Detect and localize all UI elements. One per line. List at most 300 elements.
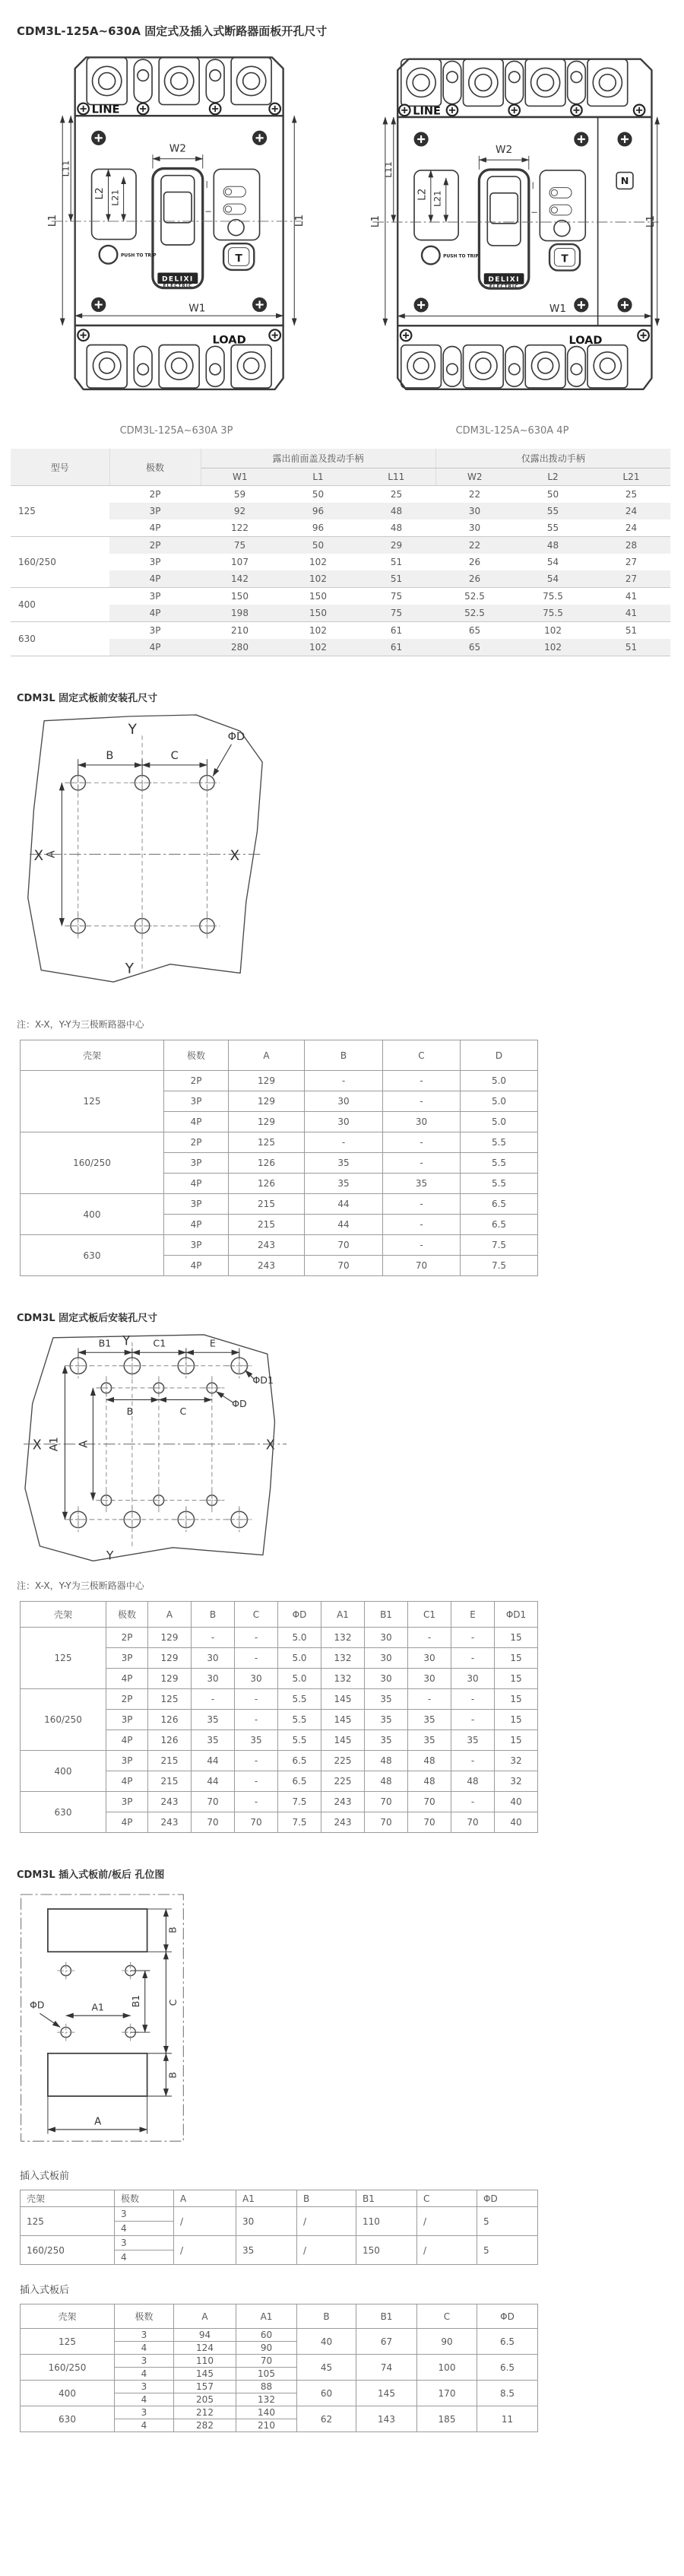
cell: 5.5 — [278, 1710, 321, 1730]
cell: 5.5 — [278, 1730, 321, 1751]
cell: 7.5 — [461, 1235, 538, 1256]
frame-cell: 125 — [21, 2329, 115, 2355]
cell: 132 — [321, 1628, 365, 1648]
cell: 125 — [148, 1689, 192, 1710]
load-terminal-block — [397, 326, 651, 389]
cell: 26 — [468, 557, 481, 567]
cell: 60 — [236, 2329, 297, 2342]
cell: - — [235, 1648, 278, 1669]
test-button — [549, 244, 580, 271]
cell: 61 — [357, 639, 435, 656]
col-group-exposed-cover: 露出前面盖及拨动手柄 — [201, 449, 435, 469]
cell: 3 — [115, 2355, 174, 2368]
cell: 140 — [236, 2406, 297, 2419]
table-header-row — [11, 449, 670, 469]
col-header: C — [417, 2190, 477, 2207]
cell: - — [383, 1235, 461, 1256]
cell: 4P — [149, 523, 161, 533]
col-header: C — [417, 2304, 477, 2329]
front-mount-hole-diagram — [19, 713, 270, 1008]
plug-in-front-label: 插入式板前 — [20, 2171, 70, 2182]
line-label: LINE — [413, 105, 441, 118]
cell: - — [451, 1628, 495, 1648]
cell: 8.5 — [477, 2381, 538, 2406]
brand-sub: ELECTRIC — [489, 284, 519, 290]
cell: 7.5 — [278, 1792, 321, 1812]
axis-label-y-bottom: Y — [106, 1548, 114, 1563]
cell: 50 — [279, 537, 357, 554]
axis-label-x-left: X — [33, 848, 44, 865]
cell: 4 — [115, 2368, 174, 2381]
cell: 150 — [356, 2236, 417, 2265]
cell: / — [297, 2207, 356, 2236]
screw-icon — [447, 105, 458, 116]
screw-icon — [618, 298, 632, 312]
breaker-drawings — [47, 45, 684, 437]
col-header: D — [461, 1040, 538, 1071]
cell: 145 — [356, 2381, 417, 2406]
cell: 125 — [229, 1132, 305, 1153]
toggle-switch — [479, 170, 537, 288]
screw-icon — [269, 103, 280, 115]
cell: 102 — [279, 570, 357, 588]
cell: 15 — [495, 1628, 538, 1648]
cell: 142 — [201, 570, 279, 588]
cell: 3P — [149, 557, 161, 567]
screw-icon — [92, 297, 106, 311]
table-row — [21, 2329, 538, 2342]
col-header: 壳架 — [21, 2190, 115, 2207]
cell: 126 — [148, 1710, 192, 1730]
cell: 225 — [321, 1771, 365, 1792]
table-row — [11, 639, 670, 656]
cell: 30 — [365, 1669, 408, 1689]
cell: 3 — [115, 2406, 174, 2419]
cell: 4P — [106, 1730, 148, 1751]
top-slot — [48, 1909, 147, 1952]
push-to-trip-label: PUSH TO TRIP — [120, 253, 157, 259]
dim-c: C — [166, 1999, 179, 2006]
col-header: A — [148, 1602, 192, 1628]
cell: 54 — [514, 570, 592, 588]
cell: 215 — [148, 1771, 192, 1792]
cell: 215 — [148, 1751, 192, 1771]
cell: - — [451, 1751, 495, 1771]
col-header-poles: 极数 — [109, 449, 201, 486]
col-group-handle-only: 仅露出拨动手柄 — [435, 449, 670, 469]
cell: 5.5 — [278, 1689, 321, 1710]
col-header: ΦD — [278, 1602, 321, 1628]
table-row — [21, 1751, 538, 1771]
cell: 30 — [451, 1669, 495, 1689]
frame-cell: 125 — [21, 1071, 164, 1132]
col-header: L21 — [592, 469, 670, 486]
dim-l1-right: L1 — [293, 214, 306, 227]
dim-a: A — [44, 850, 58, 859]
screw-icon — [575, 132, 588, 146]
cell: 126 — [229, 1174, 305, 1194]
table-row — [21, 2207, 538, 2222]
cell: 5.5 — [461, 1174, 538, 1194]
cell: 55 — [546, 523, 559, 533]
section-title-rear-mount: CDM3L 固定式板后安装孔尺寸 — [17, 1313, 158, 1324]
dim-b-top: B — [166, 1926, 179, 1933]
plug-hole — [57, 2024, 74, 2041]
section-title-plug-in: CDM3L 插入式板前/板后 孔位图 — [17, 1869, 165, 1881]
cell: - — [235, 1751, 278, 1771]
cell: 3P — [164, 1153, 229, 1174]
cell: 3P — [164, 1091, 229, 1112]
frame-cell: 160/250 — [21, 2355, 115, 2381]
col-header: C1 — [408, 1602, 451, 1628]
col-header: B — [297, 2190, 356, 2207]
frame-cell: 630 — [21, 1792, 106, 1833]
cell: 35 — [408, 1730, 451, 1751]
cell: 3 — [115, 2329, 174, 2342]
plug-in-rear-label: 插入式板后 — [20, 2285, 70, 2296]
cell: - — [451, 1710, 495, 1730]
dim-b: B — [126, 1405, 134, 1417]
load-terminals — [87, 345, 271, 389]
dim-l2: L2 — [93, 187, 106, 200]
cell: 102 — [279, 622, 357, 640]
cell: 50 — [546, 489, 559, 500]
dim-w2: W2 — [169, 142, 186, 155]
cell: 48 — [365, 1751, 408, 1771]
cell: 3P — [164, 1235, 229, 1256]
col-header: 极数 — [115, 2304, 174, 2329]
cell: 30 — [235, 1669, 278, 1689]
cell: 102 — [279, 639, 357, 656]
cell: 15 — [495, 1730, 538, 1751]
brand-label — [157, 273, 198, 289]
col-header: B — [297, 2304, 356, 2329]
dim-phi-d: ΦD — [30, 1999, 45, 2011]
cell: 30 — [365, 1628, 408, 1648]
cell: 30 — [408, 1669, 451, 1689]
table-row — [21, 2355, 538, 2368]
col-header: E — [451, 1602, 495, 1628]
table-row — [21, 1235, 538, 1256]
dim-e: E — [209, 1337, 216, 1349]
screw-icon — [252, 297, 266, 311]
cell: 129 — [148, 1669, 192, 1689]
breaker-4p-caption: CDM3L-125A~630A 4P — [455, 425, 569, 437]
front-mount-table — [20, 1040, 538, 1276]
cell: 52.5 — [435, 605, 514, 622]
cell: 110 — [356, 2207, 417, 2236]
cell: - — [383, 1132, 461, 1153]
axis-label-x-right: X — [230, 848, 240, 865]
cell: 90 — [417, 2329, 477, 2355]
cell: 4 — [115, 2342, 174, 2355]
cell: 25 — [390, 489, 403, 500]
neutral-label: N — [620, 175, 629, 187]
load-terminal-block — [75, 326, 283, 389]
rear-mount-hole-diagram — [19, 1333, 293, 1570]
table-row — [11, 605, 670, 622]
test-button-label: T — [235, 252, 242, 265]
panel-cutout-table — [11, 449, 670, 656]
cell: 4 — [115, 2250, 174, 2265]
screw-icon — [78, 103, 89, 115]
cell: - — [192, 1689, 235, 1710]
cell: - — [383, 1091, 461, 1112]
cell: 60 — [297, 2381, 356, 2406]
screw-icon — [414, 132, 428, 146]
frame-cell: 160/250 — [21, 1132, 164, 1194]
brand-label — [484, 273, 524, 289]
dim-b-bottom: B — [166, 2072, 179, 2079]
screw-icon — [399, 105, 410, 116]
dim-b1: B1 — [98, 1337, 112, 1349]
col-header: 壳架 — [21, 1040, 164, 1071]
cell: 30 — [305, 1112, 383, 1132]
brand-sub: ELECTRIC — [163, 283, 193, 289]
cell: / — [174, 2236, 236, 2265]
dimensions — [30, 1909, 179, 2134]
cell: 4P — [106, 1812, 148, 1833]
cell: 4P — [109, 570, 201, 588]
axis-label-x-right: X — [265, 1437, 275, 1453]
cell: 129 — [229, 1091, 305, 1112]
cell: 3 — [115, 2381, 174, 2393]
brand-name: DELIXI — [161, 275, 194, 284]
indicator-panel — [214, 169, 259, 240]
cell: 40 — [297, 2329, 356, 2355]
col-header: 壳架 — [21, 2304, 115, 2329]
cell: 122 — [231, 523, 249, 533]
cell: 129 — [229, 1071, 305, 1091]
dim-a: A — [94, 2116, 102, 2128]
col-header: C — [235, 1602, 278, 1628]
screw-icon — [210, 103, 221, 115]
screw-icon — [508, 105, 520, 116]
cell: 30 — [236, 2207, 297, 2236]
col-header: ΦD — [477, 2190, 538, 2207]
cell: 70 — [236, 2355, 297, 2368]
cell: 3P — [109, 503, 201, 519]
cell: 4P — [164, 1256, 229, 1276]
cell: 3 — [115, 2236, 174, 2250]
cell: 6.5 — [278, 1751, 321, 1771]
cell: 15 — [495, 1648, 538, 1669]
cell: 5.0 — [461, 1071, 538, 1091]
cell: 2P — [106, 1689, 148, 1710]
dim-phi-d: ΦD — [232, 1398, 247, 1410]
cell: 2P — [109, 537, 201, 554]
cell: - — [235, 1771, 278, 1792]
cell: 75.5 — [514, 605, 592, 622]
cell: 35 — [236, 2236, 297, 2265]
cell: - — [192, 1628, 235, 1648]
cell: 212 — [174, 2406, 236, 2419]
neutral-pole-marker — [616, 173, 633, 189]
cell: 22 — [435, 537, 514, 554]
cell: 2P — [149, 489, 161, 500]
dimensions — [47, 116, 306, 326]
cell: 44 — [192, 1751, 235, 1771]
cell: 70 — [383, 1256, 461, 1276]
cell: 105 — [236, 2368, 297, 2381]
table-row — [21, 2406, 538, 2419]
cell: 48 — [357, 503, 435, 519]
col-header: A — [229, 1040, 305, 1071]
cell: 5.0 — [278, 1648, 321, 1669]
cell: 55 — [514, 503, 592, 519]
cell: 35 — [192, 1730, 235, 1751]
cell: 7.5 — [461, 1256, 538, 1276]
cell: 100 — [417, 2355, 477, 2381]
cell: 50 — [312, 489, 325, 500]
cell: 51 — [357, 570, 435, 588]
cell: 35 — [305, 1153, 383, 1174]
table-header-row — [21, 1040, 538, 1071]
cell: 198 — [201, 605, 279, 622]
cell: 70 — [408, 1792, 451, 1812]
cell: 3 — [115, 2207, 174, 2222]
cell: 282 — [174, 2419, 236, 2432]
table-row — [21, 1689, 538, 1710]
cell: 70 — [192, 1812, 235, 1833]
col-header-model: 型号 — [11, 449, 109, 486]
cell: 15 — [495, 1689, 538, 1710]
col-header: A — [174, 2190, 236, 2207]
cell: 5.5 — [461, 1153, 538, 1174]
cell: 30 — [435, 503, 514, 519]
screw-icon — [618, 132, 632, 146]
cell: - — [383, 1215, 461, 1235]
cell: - — [383, 1194, 461, 1215]
cell: 41 — [592, 605, 670, 622]
cell: - — [235, 1628, 278, 1648]
screw-icon — [571, 105, 582, 116]
dim-a1: A1 — [91, 2001, 104, 2013]
screw-icon — [138, 103, 149, 115]
table-row — [11, 622, 670, 640]
cell: 25 — [625, 489, 638, 500]
cell: 145 — [174, 2368, 236, 2381]
cell: 6.5 — [477, 2329, 538, 2355]
cell: 74 — [356, 2355, 417, 2381]
indicator-panel — [540, 170, 585, 241]
page-title: CDM3L-125A~630A 固定式及插入式断路器面板开孔尺寸 — [17, 24, 328, 38]
dim-l1-left: L1 — [369, 214, 382, 228]
frame-cell: 630 — [21, 1235, 164, 1276]
table-header-row — [21, 2304, 538, 2329]
cell: 88 — [236, 2381, 297, 2393]
screw-icon — [252, 131, 266, 145]
col-header: ΦD1 — [495, 1602, 538, 1628]
col-header: A1 — [236, 2190, 297, 2207]
frame-cell: 400 — [21, 2381, 115, 2406]
dimensions — [48, 1337, 274, 1519]
push-to-trip — [422, 246, 479, 265]
cell: 54 — [546, 557, 559, 567]
cell: 30 — [468, 523, 481, 533]
table-row — [21, 1628, 538, 1648]
test-button — [223, 243, 254, 270]
table-header-row — [21, 1602, 538, 1628]
cell: 2P — [106, 1628, 148, 1648]
col-header: W2 — [435, 469, 514, 486]
dim-l11: L11 — [383, 161, 394, 178]
screw-icon — [638, 330, 649, 341]
breaker-body — [397, 117, 651, 326]
cell: 129 — [229, 1112, 305, 1132]
cell: 102 — [309, 557, 327, 567]
cell: 75 — [357, 605, 435, 622]
bottom-slot — [48, 2053, 147, 2096]
table-row — [11, 554, 670, 570]
cell: 3P — [164, 1194, 229, 1215]
brand-name: DELIXI — [488, 276, 520, 284]
cell: 75.5 — [514, 588, 592, 605]
cell: 35 — [192, 1710, 235, 1730]
cell: 6.5 — [461, 1194, 538, 1215]
cell: - — [305, 1071, 383, 1091]
dim-w1: W1 — [188, 302, 206, 315]
cell: 94 — [174, 2329, 236, 2342]
dim-phi-d1: ΦD1 — [252, 1374, 274, 1386]
front-mount-diagram-wrap — [19, 713, 684, 1012]
cell: 32 — [495, 1771, 538, 1792]
cell: 35 — [235, 1730, 278, 1751]
cell: 26 — [435, 570, 514, 588]
cell: 4P — [106, 1771, 148, 1792]
model-cell: 630 — [11, 622, 109, 656]
cell: 70 — [365, 1812, 408, 1833]
cell: 70 — [192, 1792, 235, 1812]
table-row — [11, 519, 670, 537]
cell: 126 — [148, 1730, 192, 1751]
col-header: B1 — [365, 1602, 408, 1628]
cell: 70 — [305, 1235, 383, 1256]
cell: 6.5 — [461, 1215, 538, 1235]
cell: 215 — [229, 1194, 305, 1215]
col-header: 极数 — [115, 2190, 174, 2207]
cell: 70 — [408, 1812, 451, 1833]
cell: 75 — [357, 588, 435, 605]
table-row — [21, 2381, 538, 2393]
cell: 205 — [174, 2393, 236, 2406]
cell: - — [235, 1792, 278, 1812]
cell: - — [451, 1689, 495, 1710]
cell: 51 — [592, 639, 670, 656]
breaker-3p-figure — [47, 45, 306, 437]
dim-c1: C1 — [153, 1337, 166, 1349]
table-row — [11, 503, 670, 519]
cell: 35 — [383, 1174, 461, 1194]
cell: 35 — [365, 1710, 408, 1730]
col-header: W1 — [201, 469, 279, 486]
table-header-row — [21, 2190, 538, 2207]
rear-mount-diagram-wrap — [19, 1333, 684, 1573]
dim-c: C — [179, 1405, 187, 1417]
cell: - — [383, 1153, 461, 1174]
cell: 28 — [592, 537, 670, 554]
cell: 129 — [148, 1648, 192, 1669]
panel-boundary — [21, 1895, 184, 2141]
line-terminal-block — [75, 57, 283, 116]
cell: 145 — [321, 1710, 365, 1730]
col-header: B — [192, 1602, 235, 1628]
cell: 15 — [495, 1710, 538, 1730]
cell: 65 — [435, 639, 514, 656]
cell: 107 — [231, 557, 249, 567]
dim-l1-left: L1 — [47, 214, 59, 227]
cell: 5 — [477, 2207, 538, 2236]
